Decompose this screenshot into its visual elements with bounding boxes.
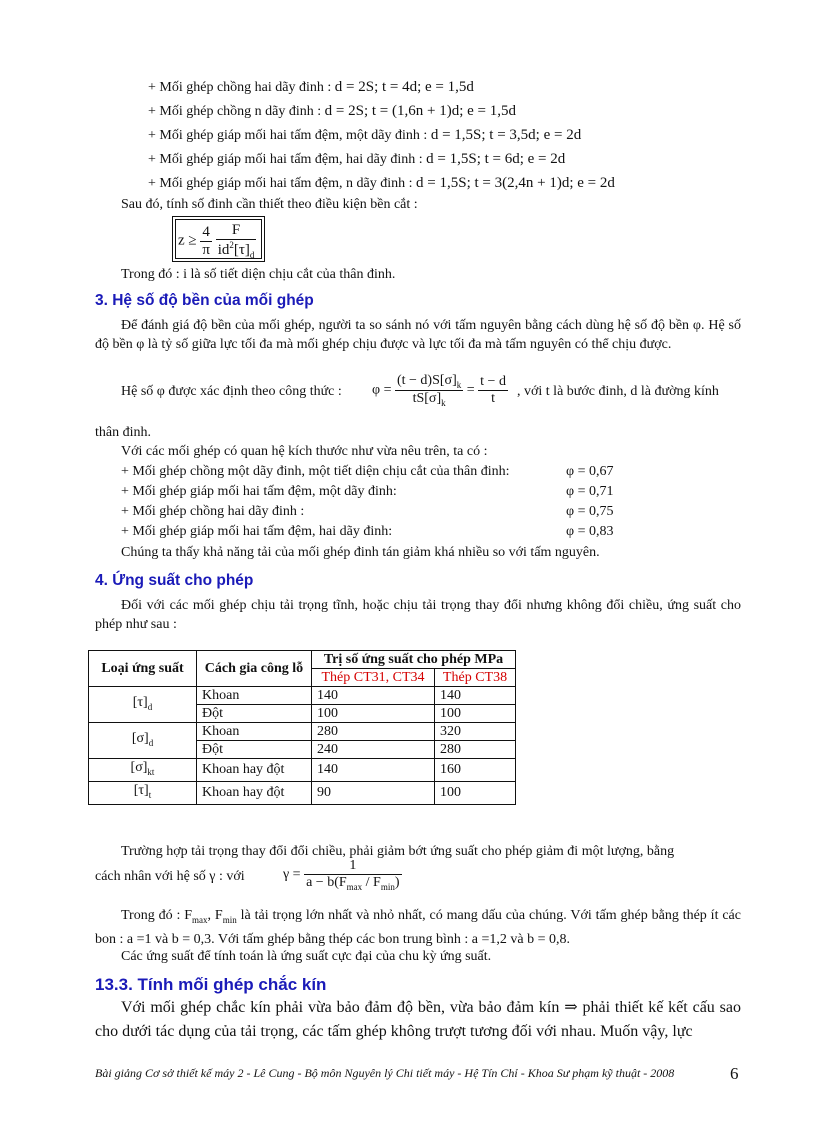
section-3-p2-before: Hệ số φ được xác định theo công thức : [121,384,342,399]
section-3-p4: Chúng ta thấy khả năng tải của mối ghép đinh tán giảm khá nhiều so với tấm nguyên. [121,545,600,560]
formula-z-den-sub: d [249,250,255,260]
bullet-4 [148,150,565,169]
footer-text: Bài giảng Cơ sở thiết kế máy 2 - Lê Cung - Bộ môn Nguyên lý Chi tiết máy - Hệ Tín Chỉ - Khoa Sư phạm kỹ thuật - 2008 [95,1066,675,1080]
gamma-den-a: a − b(F [306,875,347,890]
phi-frac-2 [478,374,508,407]
table-header-row [89,651,516,669]
bullet-2 [148,102,516,121]
cell-v2: 320 [435,723,516,741]
table-row [89,687,516,705]
sym-sigma-kt [89,759,197,782]
section-4-p1: Đối với các mối ghép chịu tải trọng tĩnh, hoặc chịu tải trọng thay đổi nhưng không đổi chiều, ứng suất cho phép như sau : [95,598,741,632]
phi-frac-1 [395,373,463,408]
sym-tau-t [89,781,197,804]
bullet-3-formula: d = 1,5S; t = 3,5d; e = 2d [430,127,582,143]
cell-v2: 160 [435,759,516,782]
phi-formula [372,373,508,408]
formula-z-box [172,216,265,262]
phi-lhs: φ = [372,382,392,398]
gamma-den-sub1: max [346,881,363,892]
gamma-den-sub2: min [380,881,395,892]
sym-tau-d-text: [τ] [132,694,148,710]
bullet-3-text: + Mối ghép giáp mối hai tấm đệm, một dãy đinh : [148,128,428,143]
phi-den-1 [395,391,463,408]
phi-num-1-sub: k [456,379,462,390]
section-133-title: 13.3. Tính mối ghép chắc kín [95,975,327,994]
gamma-num: 1 [304,858,401,875]
cell-v2: 140 [435,687,516,705]
phi-eq: = [466,382,475,398]
phi-row-2: + Mối ghép giáp mối hai tấm đệm, một dãy đinh: [121,484,397,499]
stress-table [88,650,516,805]
phi-num-1 [395,373,463,391]
gamma-den-end: ) [394,875,400,890]
sym-tau-t-text: [τ] [133,782,149,798]
gamma-frac [304,858,401,892]
cell-v1: 140 [312,759,435,782]
phi-den-1-text: tS[σ] [412,390,442,406]
cell-method: Đột [197,705,312,723]
formula-z-num: F [216,222,257,240]
th-value: Trị số ứng suất cho phép MPa [312,651,516,669]
sym-sigma-d-sub: d [148,737,154,748]
formula-z-frac [216,222,257,260]
section-4-p2b: cách nhân với hệ số γ : với [95,869,245,884]
bullet-4-formula: d = 1,5S; t = 6d; e = 2d [426,151,566,167]
bullet-5-text: + Mối ghép giáp mối hai tấm đệm, n dãy đinh : [148,176,413,191]
formula-z-const-den: π [202,241,210,258]
phi-den-1-sub: k [441,397,446,408]
formula-z-den-id: id [217,242,230,258]
th-steel-1: Thép CT31, CT34 [312,669,435,687]
formula-z-den-tau: [τ] [233,242,250,258]
cell-method: Khoan hay đột [197,759,312,782]
section-3-p2 [121,383,342,401]
phi-row-3-value: φ = 0,75 [566,504,614,519]
after-bullets: Sau đó, tính số đinh cần thiết theo điều kiện bền cắt : [121,197,418,212]
cell-v2: 280 [435,741,516,759]
cell-v1: 240 [312,741,435,759]
page-number: 6 [730,1064,739,1083]
formula-z-lhs: z ≥ [178,232,197,249]
cell-v1: 90 [312,781,435,804]
section-4-p3-rest: là tải trọng lớn nhất và nhỏ nhất, có mang dấu của chúng. Với tấm ghép bằng thép ít các bon : a =1 và b = 0,3. Với tấm ghép bằng thép các bon trung bình : a =1,2 và b = 0,8. [95,908,741,947]
phi-num-1-text: (t − d)S[σ] [396,373,457,388]
bullet-3 [148,126,581,145]
bullet-1-formula: d = 2S; t = 4d; e = 1,5d [334,79,474,95]
cell-v1: 100 [312,705,435,723]
th-steel-2: Thép CT38 [435,669,516,687]
sym-tau-t-sub: t [148,789,152,800]
section-4-p4: Các ứng suất để tính toán là ứng suất cực đại của chu kỳ ứng suất. [121,949,492,964]
bullet-2-text: + Mối ghép chồng n dãy đinh : [148,104,322,119]
bullet-1-text: + Mối ghép chồng hai dãy đinh : [148,80,332,95]
section-3-p1: Để đánh giá độ bền của mối ghép, người ta so sánh nó với tấm nguyên bằng cách dùng hệ số độ bền φ. Hệ số độ bền φ là tỷ số giữa lực tối đa mà mối ghép chịu được và lực tối đa mà tấm nguyên có thể chịu được. [95,318,741,352]
where-i: Trong đó : i là số tiết diện chịu cắt của thân đinh. [121,267,396,282]
formula-z [178,222,256,260]
section-3-title: 3. Hệ số độ bền của mối ghép [95,292,314,309]
cell-method: Đột [197,741,312,759]
sym-tau-d [89,687,197,723]
section-4-p3 [95,906,741,950]
section-4-p3-a: Trong đó : F [121,908,193,923]
phi-row-2-value: φ = 0,71 [566,484,614,499]
gamma-den-mid: / F [362,875,381,890]
phi-row-3: + Mối ghép chồng hai dãy đinh : [121,504,305,519]
section-4-p3-sub1: max [192,914,208,925]
bullet-4-text: + Mối ghép giáp mối hai tấm đệm, hai dãy đinh : [148,152,423,167]
phi-num-2: t − d [480,373,506,389]
phi-row-4-value: φ = 0,83 [566,524,614,539]
sym-sigma-kt-text: [σ] [130,760,148,775]
formula-z-den-sup: 2 [229,240,234,250]
cell-v2: 100 [435,705,516,723]
section-3-p2-cont: thân đinh. [95,425,151,440]
formula-z-const [200,224,212,259]
bullet-5 [148,174,615,193]
bullet-5-formula: d = 1,5S; t = 3(2,4n + 1)d; e = 2d [416,175,615,191]
formula-z-den [216,240,257,260]
sym-sigma-d [89,723,197,759]
bullet-1 [148,78,474,97]
section-3-p2-after: , với t là bước đinh, d là đường kính [517,384,719,399]
cell-v1: 280 [312,723,435,741]
th-type: Loại ứng suất [89,651,197,687]
section-4-p3-mid: , F [207,908,223,923]
section-4-p2: Trường hợp tải trọng thay đổi đổi chiều, phải giảm bớt ứng suất cho phép giảm đi một lượng, bằng [121,844,675,859]
cell-method: Khoan [197,723,312,741]
section-3-p3: Với các mối ghép có quan hệ kích thước như vừa nêu trên, ta có : [121,444,488,459]
cell-method: Khoan [197,687,312,705]
cell-v1: 140 [312,687,435,705]
bullet-2-formula: d = 2S; t = (1,6n + 1)d; e = 1,5d [324,103,516,119]
phi-row-4: + Mối ghép giáp mối hai tấm đệm, hai dãy đinh: [121,524,393,539]
cell-v2: 100 [435,781,516,804]
table-row [89,759,516,782]
gamma-den [304,875,401,892]
table-row [89,723,516,741]
sym-sigma-kt-sub: kt [147,766,155,777]
sym-tau-d-sub: d [147,701,153,712]
section-133-p1: Với mối ghép chắc kín phải vừa bảo đảm độ bền, vừa bảo đảm kín ⇒ phải thiết kế kết cấu sao cho dưới tác dụng của tải trọng, các tấm ghép không trượt tương đối với nhau. Muốn vậy, lực [95,999,741,1040]
sym-sigma-d-text: [σ] [131,730,149,746]
phi-den-2: t [491,390,496,406]
phi-row-1: + Mối ghép chồng một dãy đinh, một tiết diện chịu cắt của thân đinh: [121,464,510,479]
phi-row-1-value: φ = 0,67 [566,464,614,479]
gamma-formula [283,858,402,892]
section-4-p3-sub2: min [222,914,237,925]
section-4-title: 4. Ứng suất cho phép [95,572,254,589]
formula-z-const-num: 4 [200,224,212,242]
th-method: Cách gia công lỗ [197,651,312,687]
cell-method: Khoan hay đột [197,781,312,804]
table-row [89,781,516,804]
gamma-lhs: γ = [283,866,301,882]
